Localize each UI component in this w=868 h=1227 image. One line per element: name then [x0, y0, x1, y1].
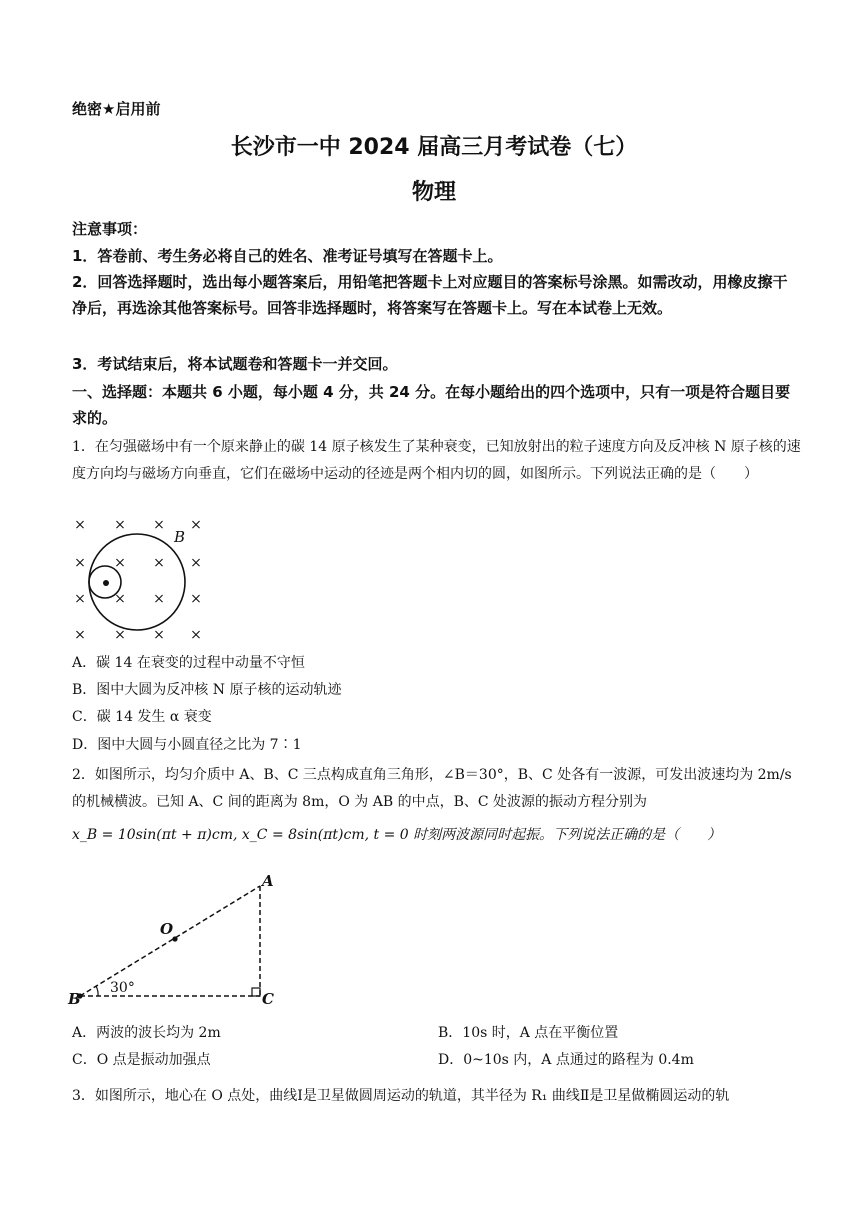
field-cross-mark: ×	[74, 591, 86, 607]
section-1-heading: 一、选择题：本题共 6 小题，每小题 4 分，共 24 分。在每小题给出的四个选项中，只有一项是符合题目要求的。	[72, 383, 791, 427]
field-cross-mark: ×	[114, 627, 126, 643]
field-cross-mark: ×	[190, 627, 202, 643]
notes-heading: 注意事项：	[72, 220, 148, 238]
subject-title: 物理	[411, 180, 456, 205]
label-a: A	[262, 872, 274, 890]
label-o: O	[160, 920, 174, 938]
question-1-stem: 1．在匀强磁场中有一个原来静止的碳 14 原子核发生了某种衰变，已知放射出的粒子速度方向及反冲核 N 原子核的速度方向均与磁场方向垂直，它们在磁场中运动的径迹是两个相内切的圆，如图所示。下列说法正确的是（ ）	[72, 439, 801, 482]
question-2-option-d: D．0~10s 内，A 点通过的路程为 0.4m	[438, 1052, 694, 1068]
decay-point	[103, 580, 109, 586]
field-cross-mark: ×	[74, 555, 86, 571]
field-cross-mark: ×	[74, 517, 86, 533]
question-3-stem: 3．如图所示，地心在 O 点处，曲线Ⅰ是卫星做圆周运动的轨道，其半径为 R₁ 曲线Ⅱ是卫星做椭圆运动的轨	[72, 1088, 730, 1104]
question-1-option-a: A．碳 14 在衰变的过程中动量不守恒	[72, 655, 305, 671]
question-1-option-d: D．图中大圆与小圆直径之比为 7∶1	[72, 737, 302, 753]
label-c: C	[262, 990, 274, 1008]
question-2-equation: x_B = 10sin(πt + π)cm, x_C = 8sin(πt)cm, t = 0 时刻两波源同时起振。下列说法正确的是（ ）	[72, 827, 722, 843]
field-cross-mark: ×	[153, 555, 165, 571]
field-cross-mark: ×	[74, 627, 86, 643]
field-cross-mark: ×	[190, 517, 202, 533]
triangle-figure	[66, 868, 296, 1010]
question-2-option-b: B．10s 时，A 点在平衡位置	[438, 1025, 619, 1041]
field-cross-mark: ×	[190, 555, 202, 571]
field-cross-mark: ×	[190, 591, 202, 607]
exam-title: 长沙市一中 2024 届高三月考试卷（七）	[230, 135, 638, 160]
field-cross-mark: ×	[114, 517, 126, 533]
notes-item-1: 1．答卷前、考生务必将自己的姓名、准考证号填写在答题卡上。	[72, 247, 503, 265]
notes-item-3: 3．考试结束后，将本试题卷和答题卡一并交回。	[72, 355, 398, 373]
label-angle: 30°	[110, 980, 135, 996]
field-cross-mark: ×	[114, 591, 126, 607]
question-1-option-b: B．图中大圆为反冲核 N 原子核的运动轨迹	[72, 682, 342, 698]
field-cross-mark: ×	[114, 555, 126, 571]
field-cross-mark: ×	[153, 627, 165, 643]
notes-item-2: 2．回答选择题时，选出每小题答案后，用铅笔把答题卡上对应题目的答案标号涂黑。如需改动，用橡皮擦干净后，再选涂其他答案标号。回答非选择题时，将答案写在答题卡上。写在本试卷上无效。	[72, 273, 788, 317]
label-b: B	[68, 990, 81, 1008]
secret-label: 绝密★启用前	[72, 100, 161, 118]
question-2-option-c: C．O 点是振动加强点	[72, 1052, 211, 1068]
question-2-stem: 2．如图所示，均匀介质中 A、B、C 三点构成直角三角形，∠B＝30°，B、C 处各有一波源，可发出波速均为 2m/s 的机械横波。已知 A、C 间的距离为 8m，O 为 AB 的中点，B、C 处波源的振动方程分别为	[72, 767, 792, 810]
field-cross-mark: ×	[153, 517, 165, 533]
field-cross-mark: ×	[153, 591, 165, 607]
point-o	[172, 936, 177, 941]
question-1-option-c: C．碳 14 发生 α 衰变	[72, 709, 212, 725]
figure-label-b: B	[174, 528, 186, 546]
question-2-option-a: A．两波的波长均为 2m	[72, 1025, 221, 1041]
magnetic-field-figure	[66, 512, 216, 648]
